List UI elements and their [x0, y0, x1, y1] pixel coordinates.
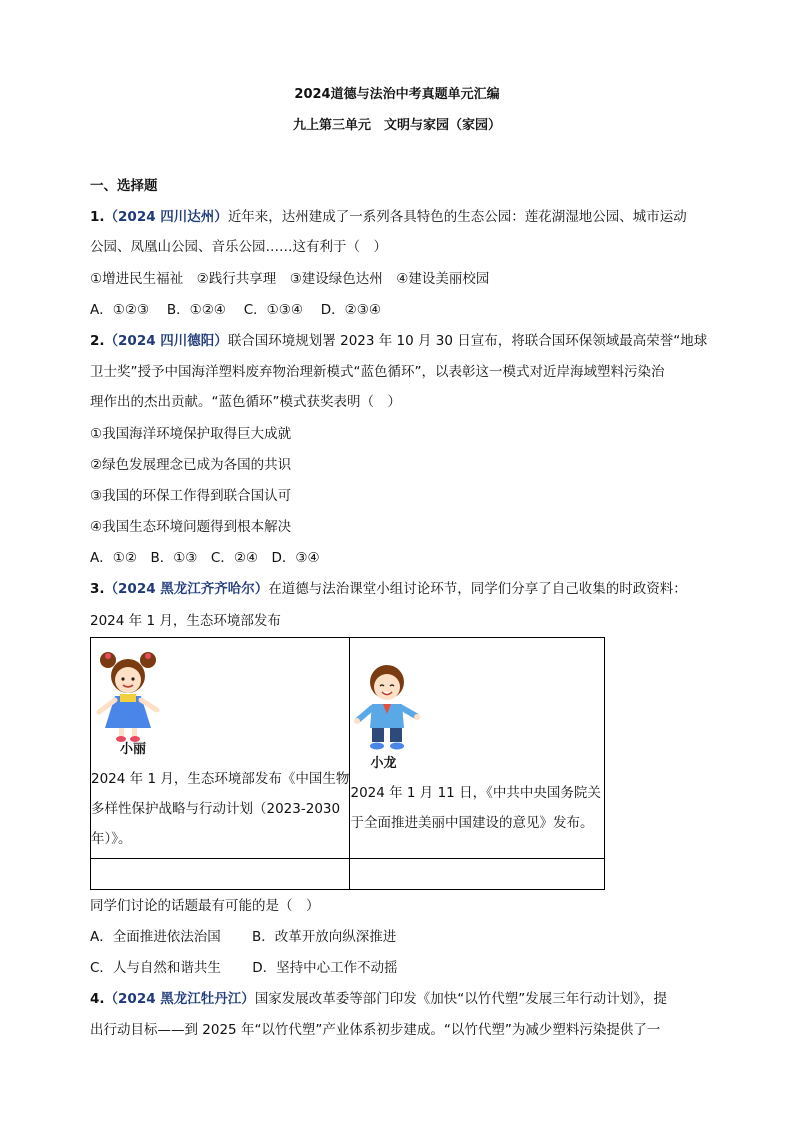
q1-text-1: 近年来，达州建成了一系列各具特色的生态公园：莲花湖湿地公园、城市运动 [227, 209, 687, 225]
q4-source: （2024 黑龙江牡丹江） [104, 991, 255, 1007]
boy-illustration [352, 662, 422, 754]
q3-cell-xiaoli [91, 638, 350, 859]
q4-number: 4. [90, 991, 105, 1007]
q3-source: （2024 黑龙江齐齐哈尔） [104, 581, 269, 597]
q1-options: A．①②③ B．①②④ C．①③④ D．②③④ [90, 302, 381, 318]
q4-text-1: 国家发展改革委等部门印发《加快“以竹代塑”发展三年行动计划》，提 [254, 991, 668, 1007]
q2-statement-3: ③我国的环保工作得到联合国认可 [90, 488, 292, 504]
q2-line2: 卫士奖”授予中国海洋塑料废弃物治理新模式“蓝色循环”，以表彰这一模式对近岸海域塑料污染治 [90, 364, 665, 380]
q3-material-table [90, 637, 605, 890]
q3-cell-xiaolong [350, 638, 605, 859]
q2-line3: 理作出的杰出贡献。“蓝色循环”模式获奖表明（ ） [90, 394, 401, 410]
q1-statements: ①增进民生福祉 ②践行共享理 ③建设绿色达州 ④建设美丽校园 [90, 271, 490, 287]
q2-number: 2. [90, 333, 105, 349]
q1-line1 [90, 208, 687, 226]
xiaoli-text-3: 年）》。 [91, 831, 132, 847]
q3-question: 同学们讨论的话题最有可能的是（ ） [90, 898, 320, 914]
q1-source: （2024 四川达州） [104, 209, 228, 225]
xiaoli-text-2: 多样性保护战略与行动计划（2023-2030 [91, 801, 341, 817]
xiaoli-name: 小丽 [120, 742, 147, 757]
q2-text-1: 联合国环境规划署 2023 年 10 月 30 日宣布，将联合国环保领域最高荣誉“地球 [227, 333, 708, 349]
xiaolong-name: 小龙 [370, 756, 397, 771]
q1-line2: 公园、凤凰山公园、音乐公园……这有利于（ ） [90, 239, 387, 255]
xiaolong-text-1: 2024 年 1 月 11 日，《中共中央国务院关 [350, 785, 601, 801]
page-title: 2024道德与法治中考真题单元汇编 [294, 87, 500, 102]
q3-line1 [90, 580, 687, 598]
xiaoli-text-1: 2024 年 1 月，生态环境部发布《中国生物 [91, 771, 350, 787]
q3-options-ab: A．全面推进依法治国 B．改革开放向纵深推进 [90, 929, 397, 945]
q2-statement-1: ①我国海洋环境保护取得巨大成就 [90, 426, 292, 442]
q2-options: A．①② B．①③ C．②④ D．③④ [90, 550, 320, 566]
q3-line2: 2024 年 1 月，生态环境部发布 [90, 613, 281, 629]
q4-line2: 出行动目标——到 2025 年“以竹代塑”产业体系初步建成。“以竹代塑”为减少塑料污染提供了一 [90, 1022, 661, 1038]
q2-statement-4: ④我国生态环境问题得到根本解决 [90, 519, 292, 535]
q3-options-cd: C．人与自然和谐共生 D．坚持中心工作不动摇 [90, 960, 398, 976]
q3-number: 3. [90, 581, 105, 597]
q2-source: （2024 四川德阳） [104, 333, 228, 349]
xiaolong-text-2: 于全面推进美丽中国建设的意见》发布。 [350, 815, 594, 831]
q4-line1 [90, 990, 667, 1008]
section-heading: 一、选择题 [90, 178, 158, 194]
q2-line1 [90, 332, 707, 350]
q3-empty-cell-right [350, 859, 605, 890]
q3-text-1: 在道德与法治课堂小组讨论环节，同学们分享了自己收集的时政资料： [268, 581, 687, 597]
girl-illustration [93, 648, 163, 744]
q2-statement-2: ②绿色发展理念已成为各国的共识 [90, 457, 292, 473]
page-subtitle: 九上第三单元 文明与家园（家园） [292, 118, 501, 133]
q1-number: 1. [90, 209, 105, 225]
q3-empty-cell-left [91, 859, 350, 890]
